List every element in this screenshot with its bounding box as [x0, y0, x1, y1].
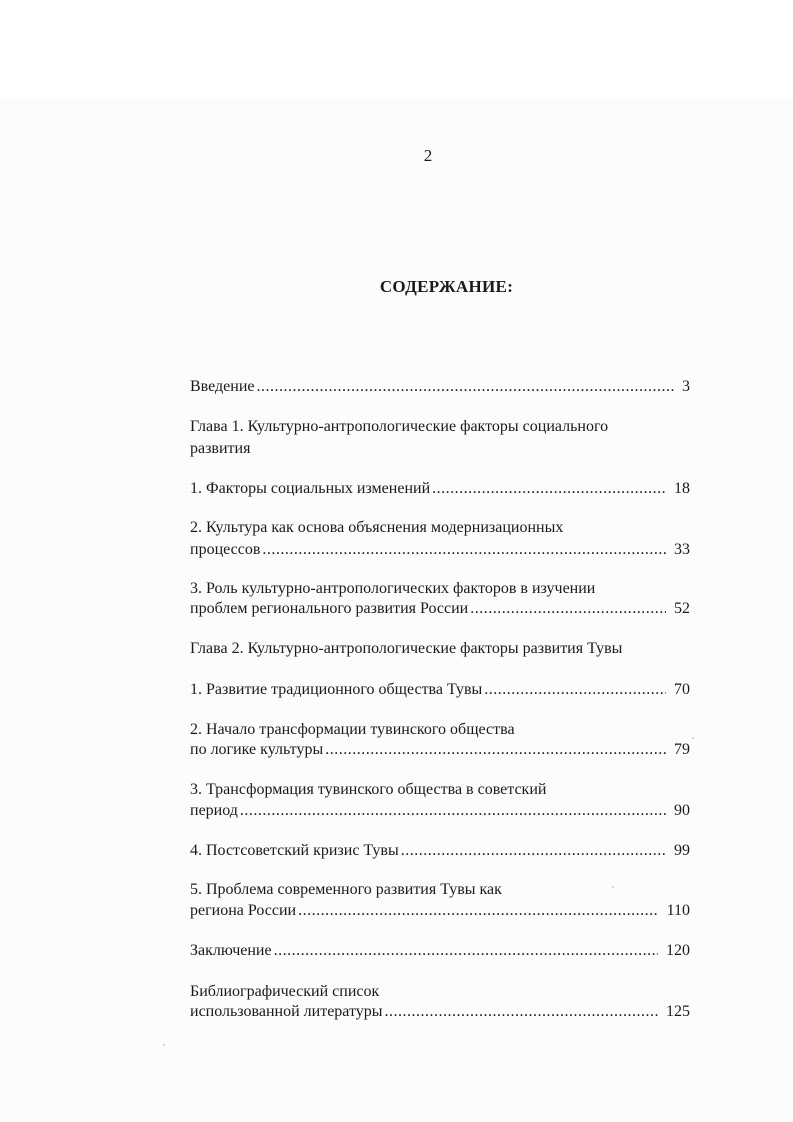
dot-leader: [432, 478, 666, 500]
toc-entry-2-5-line1: 5. Проблема современного развития Тувы как: [190, 881, 502, 898]
toc-entry-text: проблем регионального развития России: [190, 600, 469, 617]
toc-entry-page: 99: [674, 842, 690, 859]
scan-speck: [692, 737, 694, 739]
toc-entry-text: региона России: [190, 902, 297, 919]
toc-entry-text: 1. Развитие традиционного общества Тувы: [190, 681, 483, 698]
toc-entry-page: 18: [674, 480, 690, 497]
dot-leader: [401, 840, 666, 862]
toc-entry-page: 110: [666, 902, 690, 919]
toc-entry-1-2-line1: 2. Культура как основа объяснения модернизационных: [190, 519, 564, 536]
dot-leader: [240, 800, 666, 822]
toc-entry-text: по логике культуры: [190, 741, 324, 758]
toc-entry-2-3-line1: 3. Трансформация тувинского общества в советский: [190, 781, 547, 798]
dot-leader: [257, 376, 675, 398]
toc-entry-2-5: [190, 900, 690, 922]
scan-speck: [612, 886, 614, 888]
toc-entry-2-1: [190, 679, 690, 701]
toc-entry-1-1: [190, 478, 690, 500]
dot-leader: [325, 739, 666, 761]
dot-leader: [298, 900, 658, 922]
toc-entry-text: Введение: [190, 378, 255, 395]
toc-chapter-2-heading: Глава 2. Культурно-антропологические факторы развития Тувы: [190, 640, 623, 657]
toc-entry-page: 125: [666, 1003, 690, 1020]
toc-entry-introduction: [190, 376, 690, 398]
scan-speck: [163, 1044, 165, 1046]
toc-entry-2-2-line1: 2. Начало трансформации тувинского общества: [190, 721, 515, 738]
toc-entry-page: 3: [682, 378, 690, 395]
toc-entry-1-3-line1: 3. Роль культурно-антропологических факторов в изучении: [190, 580, 596, 597]
toc-entry-text: Заключение: [190, 942, 272, 959]
dot-leader: [484, 679, 666, 701]
toc-entry-conclusion: [190, 940, 690, 962]
toc-entry-text: процессов: [190, 541, 261, 558]
toc-entry-text: 4. Постсоветский кризис Тувы: [190, 842, 399, 859]
toc-entry-page: 90: [674, 802, 690, 819]
toc-entry-1-3: [190, 598, 690, 620]
toc-entry-text: период: [190, 802, 238, 819]
toc-entry-bibliography: [190, 1001, 690, 1023]
toc-chapter-1-heading-line2: развития: [190, 440, 251, 457]
toc-entry-2-3: [190, 800, 690, 822]
page-number: 2: [423, 146, 433, 165]
toc-entry-bibliography-line1: Библиографический список: [190, 983, 380, 1000]
toc-chapter-1-heading-line1: Глава 1. Культурно-антропологические факторы социального: [190, 418, 609, 435]
toc-entry-text: 1. Факторы социальных изменений: [190, 480, 431, 497]
toc-entry-1-2: [190, 539, 690, 561]
toc-entry-text: использованной литературы: [190, 1003, 383, 1020]
toc-entry-page: 120: [666, 942, 690, 959]
toc-entry-page: 70: [674, 681, 690, 698]
toc-entry-page: 79: [674, 741, 690, 758]
dot-leader: [262, 539, 666, 561]
toc-entry-page: 33: [674, 541, 690, 558]
toc-entry-2-2: [190, 739, 690, 761]
dot-leader: [470, 598, 666, 620]
toc-title: СОДЕРЖАНИЕ:: [379, 277, 514, 296]
toc-entry-page: 52: [674, 600, 690, 617]
dot-leader: [385, 1001, 658, 1023]
toc-entry-2-4: [190, 840, 690, 862]
dot-leader: [274, 940, 658, 962]
